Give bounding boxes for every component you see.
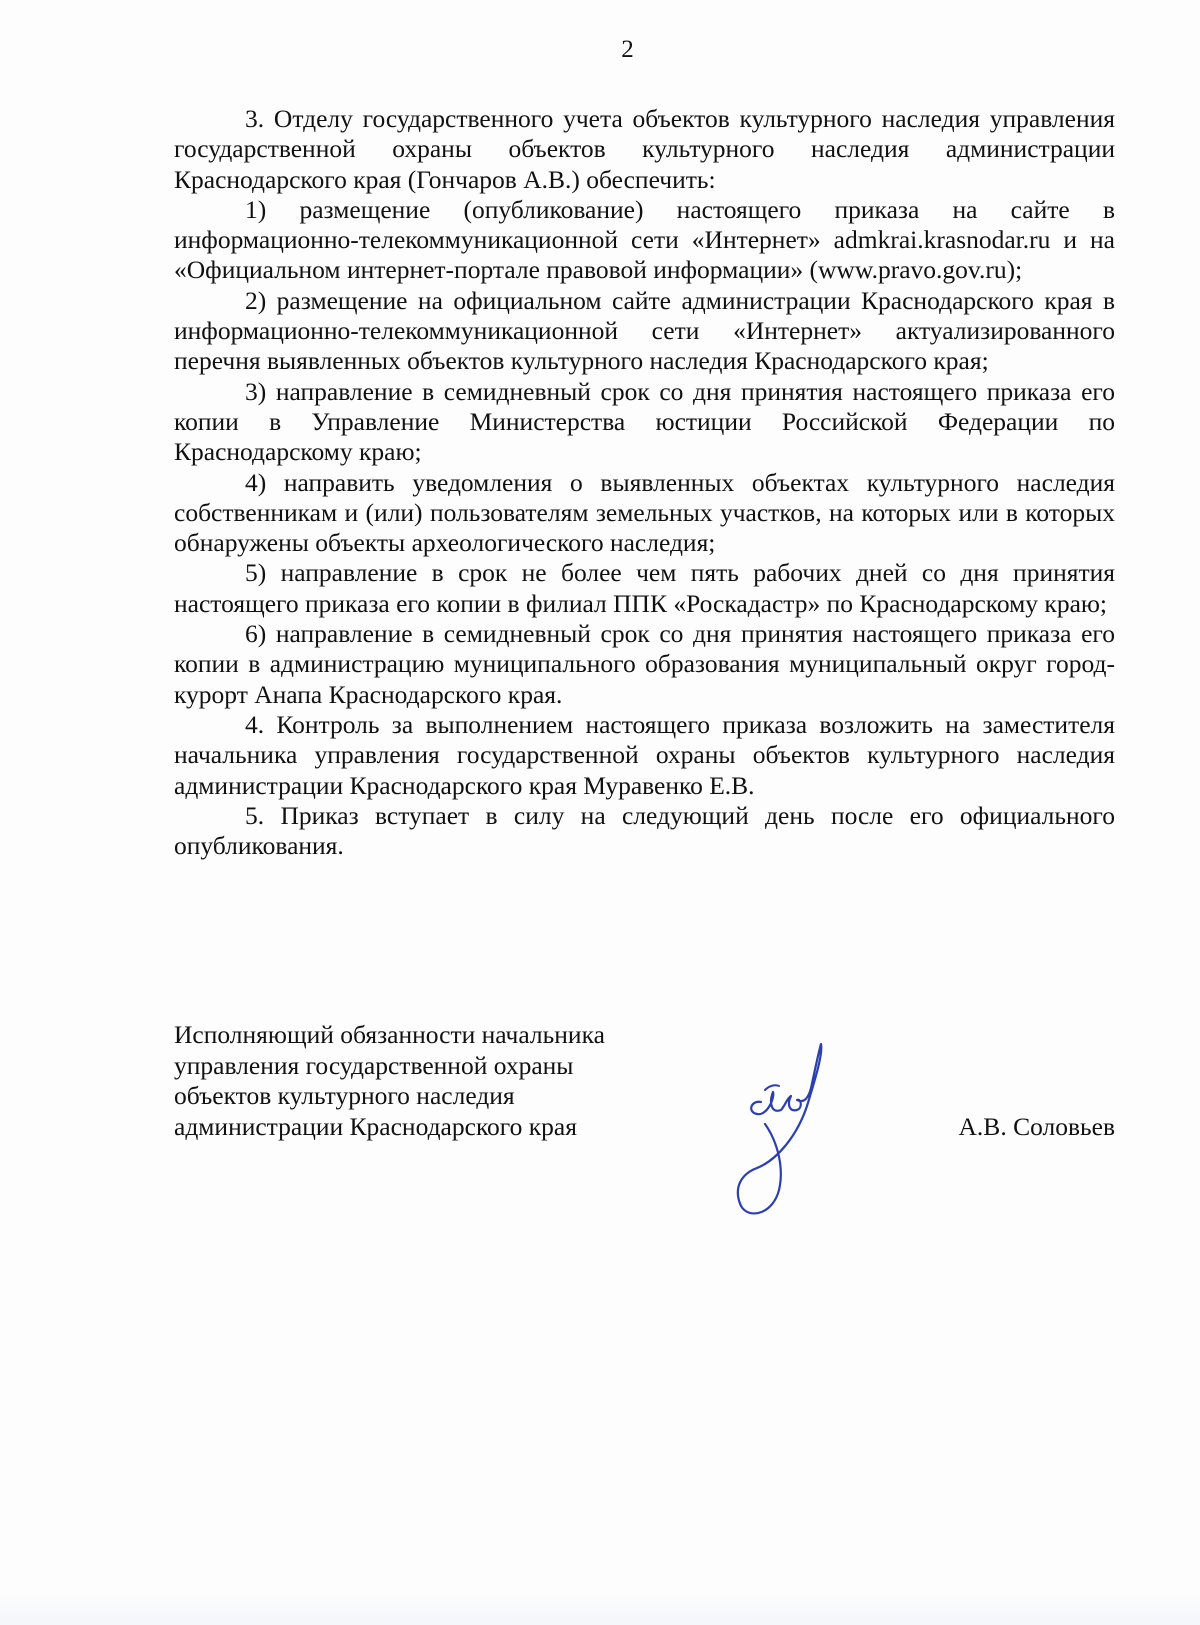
paragraph-subitem-2: 2) размещение на официальном сайте администрации Краснодарского края в информационно-телекоммуникационной сети «Интернет» актуализированного перечня выявленных объектов культурного наследия Краснодарского края; <box>174 285 1115 376</box>
signer-position-line: объектов культурного наследия <box>174 1081 515 1110</box>
paragraph-subitem-4: 4) направить уведомления о выявленных объектах культурного наследия собственникам и (или) пользователям земельных участков, на которых или в которых обнаружены объекты археологического наследия; <box>174 467 1115 558</box>
signer-position-line: администрации Краснодарского края <box>174 1111 577 1141</box>
paragraph-item-5: 5. Приказ вступает в силу на следующий день после его официального опубликования. <box>174 800 1115 861</box>
paragraph-subitem-1: 1) размещение (опубликование) настоящего приказа на сайте в информационно-телекоммуникационной сети «Интернет» admkrai.krasnodar.ru и на «Официальном интернет-портале правовой информации» (www.pravo.gov.ru); <box>174 194 1115 285</box>
scan-edge <box>0 1590 1200 1625</box>
signature-stroke <box>738 1044 821 1213</box>
paragraph-subitem-5: 5) направление в срок не более чем пять рабочих дней со дня принятия настоящего приказа его копии в филиал ППК «Роскадастр» по Краснодарскому краю; <box>174 558 1115 618</box>
signature-stroke <box>765 1085 779 1090</box>
paragraph-subitem-3: 3) направление в семидневный срок со дня принятия настоящего приказа его копии в Управление Министерства юстиции Российской Федерации по Краснодарскому краю; <box>174 376 1115 467</box>
signer-position-line: Исполняющий обязанности начальника <box>174 1020 605 1049</box>
document-body <box>174 104 1115 861</box>
paragraph-item-3: 3. Отделу государственного учета объектов культурного наследия управления государственной охраны объектов культурного наследия администрации Краснодарского края (Гончаров А.В.) обеспечить: <box>174 104 1115 194</box>
page-number: 2 <box>621 36 634 63</box>
paragraph-subitem-6: 6) направление в семидневный срок со дня принятия настоящего приказа его копии в администрацию муниципального образования муниципальный округ город-курорт Анапа Краснодарского края. <box>174 619 1115 709</box>
paragraph-item-4: 4. Контроль за выполнением настоящего приказа возложить на заместителя начальника управления государственной охраны объектов культурного наследия администрации Краснодарского края Муравенко Е.В. <box>174 709 1115 800</box>
handwritten-signature <box>735 1040 850 1220</box>
signer-position <box>174 1020 605 1142</box>
signer-name: А.В. Соловьев <box>958 1112 1115 1141</box>
signer-position-line: управления государственной охраны <box>174 1050 574 1080</box>
